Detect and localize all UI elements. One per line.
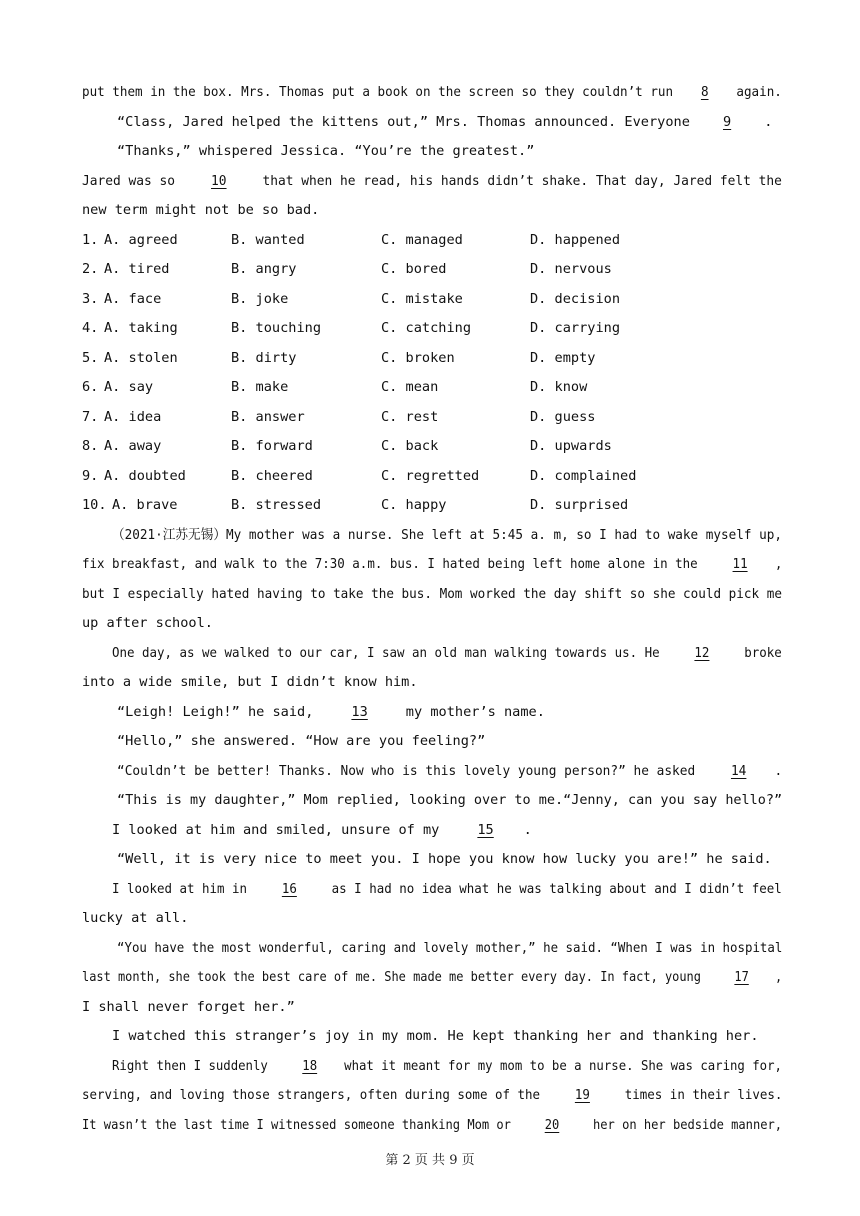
blank-16: 16	[281, 881, 297, 897]
option-b: B. forward	[231, 438, 313, 454]
option-b: B. angry	[231, 261, 297, 277]
passage-line: I watched this stranger’s joy in my mom. He kept thanking her and thanking her.	[112, 1028, 759, 1044]
option-d: D. nervous	[530, 261, 612, 277]
passage-line	[82, 967, 782, 987]
text: “Leigh! Leigh!” he said,	[117, 704, 322, 720]
option-c: C. managed	[381, 232, 463, 248]
text: again.	[728, 84, 782, 100]
question-number: 1.	[82, 232, 99, 248]
option-a: A. face	[104, 291, 162, 307]
option-d: D. guess	[530, 409, 596, 425]
option-b: B. cheered	[231, 468, 313, 484]
page-footer: 第 2 页 共 9 页	[385, 1153, 475, 1168]
option-c: C. mistake	[381, 291, 463, 307]
passage-line: lucky at all.	[82, 910, 189, 926]
option-c: C. catching	[381, 320, 472, 336]
passage-line	[112, 879, 782, 899]
passage-line: new term might not be so bad.	[82, 202, 320, 218]
blank-12: 12	[694, 645, 710, 661]
passage-line: “Well, it is very nice to meet you. I hope you know how lucky you are!” he said.	[117, 851, 772, 867]
text: “Couldn’t be better! Thanks. Now who is this lovely young person?” he asked	[117, 763, 703, 779]
text: as I had no idea what he was talking about and I didn’t feel	[324, 881, 782, 897]
option-b: B. dirty	[231, 350, 297, 366]
option-c: C. bored	[381, 261, 447, 277]
option-c: C. regretted	[381, 468, 480, 484]
passage-line	[112, 643, 782, 663]
text: times in their lives.	[617, 1087, 783, 1103]
option-b: B. answer	[231, 409, 305, 425]
text: .	[774, 763, 783, 779]
text: serving, and loving those strangers, often during some of the	[82, 1087, 548, 1103]
option-a: A. agreed	[104, 232, 178, 248]
passage-line: up after school.	[82, 615, 213, 631]
passage-line: I shall never forget her.”	[82, 999, 295, 1015]
text: One day, as we walked to our car, I saw an old man walking towards us. He	[112, 645, 668, 661]
option-a: A. away	[104, 438, 162, 454]
option-b: B. joke	[231, 291, 289, 307]
passage-line: but I especially hated having to take the bus. Mom worked the day shift so she could pick me	[82, 586, 782, 602]
option-a: A. doubted	[104, 468, 186, 484]
text: broke	[736, 645, 782, 661]
option-a: A. brave	[112, 497, 178, 513]
option-a: A. say	[104, 379, 154, 395]
option-a: A. stolen	[104, 350, 178, 366]
blank-8: 8	[700, 84, 709, 100]
option-c: C. back	[381, 438, 439, 454]
question-number: 10.	[82, 497, 107, 513]
blank-10: 10	[211, 173, 227, 189]
text: Right then I suddenly	[112, 1058, 276, 1074]
option-a: A. tired	[104, 261, 170, 277]
blank-15: 15	[477, 822, 494, 838]
option-c: C. broken	[381, 350, 455, 366]
option-d: D. empty	[530, 350, 596, 366]
passage-line: “Hello,” she answered. “How are you feeling?”	[117, 733, 486, 749]
text: It wasn’t the last time I witnessed someone thanking Mom or	[82, 1117, 519, 1133]
option-d: D. happened	[530, 232, 621, 248]
option-a: A. taking	[104, 320, 178, 336]
passage-line: “This is my daughter,” Mom replied, looking over to me.“Jenny, can you say hello?”	[117, 792, 783, 808]
question-number: 3.	[82, 291, 99, 307]
option-b: B. make	[231, 379, 289, 395]
question-number: 4.	[82, 320, 99, 336]
question-number: 2.	[82, 261, 99, 277]
passage-line	[82, 1115, 782, 1135]
text: her on her bedside manner,	[585, 1117, 783, 1133]
question-number: 6.	[82, 379, 99, 395]
option-c: C. happy	[381, 497, 447, 513]
option-d: D. complained	[530, 468, 637, 484]
blank-17: 17	[734, 969, 749, 985]
passage-line	[82, 554, 782, 574]
text: .	[523, 822, 532, 838]
text: .	[756, 114, 773, 130]
option-d: D. decision	[530, 291, 621, 307]
passage-line: into a wide smile, but I didn’t know him.	[82, 674, 418, 690]
question-number: 5.	[82, 350, 99, 366]
passage-line: “Thanks,” whispered Jessica. “You’re the greatest.”	[117, 143, 535, 159]
blank-13: 13	[351, 704, 368, 720]
option-b: B. touching	[231, 320, 322, 336]
text: ,	[774, 556, 783, 572]
text: put them in the box. Mrs. Thomas put a book on the screen so they couldn’t run	[82, 84, 681, 100]
passage-line	[117, 112, 772, 132]
text: “Class, Jared helped the kittens out,” Mrs. Thomas announced. Everyone	[117, 114, 699, 130]
text: I looked at him and smiled, unsure of my	[112, 822, 448, 838]
blank-14: 14	[730, 763, 747, 779]
option-b: B. stressed	[231, 497, 322, 513]
blank-20: 20	[544, 1117, 560, 1133]
option-c: C. rest	[381, 409, 439, 425]
option-d: D. carrying	[530, 320, 621, 336]
blank-9: 9	[722, 114, 732, 130]
blank-19: 19	[574, 1087, 590, 1103]
text: last month, she took the best care of me. She made me better every day. In fact, young	[82, 969, 709, 985]
option-d: D. upwards	[530, 438, 612, 454]
passage-line	[82, 1085, 782, 1105]
option-a: A. idea	[104, 409, 162, 425]
text: Jared was so	[82, 173, 183, 189]
question-number: 8.	[82, 438, 99, 454]
passage-line	[117, 761, 782, 781]
question-number: 9.	[82, 468, 99, 484]
passage-line	[112, 1056, 782, 1076]
question-number: 7.	[82, 409, 99, 425]
passage-line	[117, 702, 545, 722]
text: that when he read, his hands didn’t shake. That day, Jared felt the	[254, 173, 782, 189]
text: ,	[774, 969, 783, 985]
passage-line: “You have the most wonderful, caring and lovely mother,” he said. “When I was in hospital	[117, 940, 783, 956]
passage-line	[82, 171, 782, 191]
text: what it meant for my mom to be a nurse. She was caring for,	[344, 1058, 782, 1074]
blank-18: 18	[302, 1058, 318, 1074]
text: I looked at him in	[112, 881, 255, 897]
option-c: C. mean	[381, 379, 439, 395]
option-b: B. wanted	[231, 232, 305, 248]
passage-line	[112, 820, 532, 840]
text: my mother’s name.	[397, 704, 545, 720]
passage-line: （2021·江苏无锡）My mother was a nurse. She left at 5:45 a. m, so I had to wake myself up,	[112, 527, 782, 543]
text: fix breakfast, and walk to the 7:30 a.m. bus. I hated being left home alone in the	[82, 556, 706, 572]
option-d: D. know	[530, 379, 588, 395]
blank-11: 11	[732, 556, 748, 572]
option-d: D. surprised	[530, 497, 629, 513]
passage-line	[82, 82, 782, 102]
